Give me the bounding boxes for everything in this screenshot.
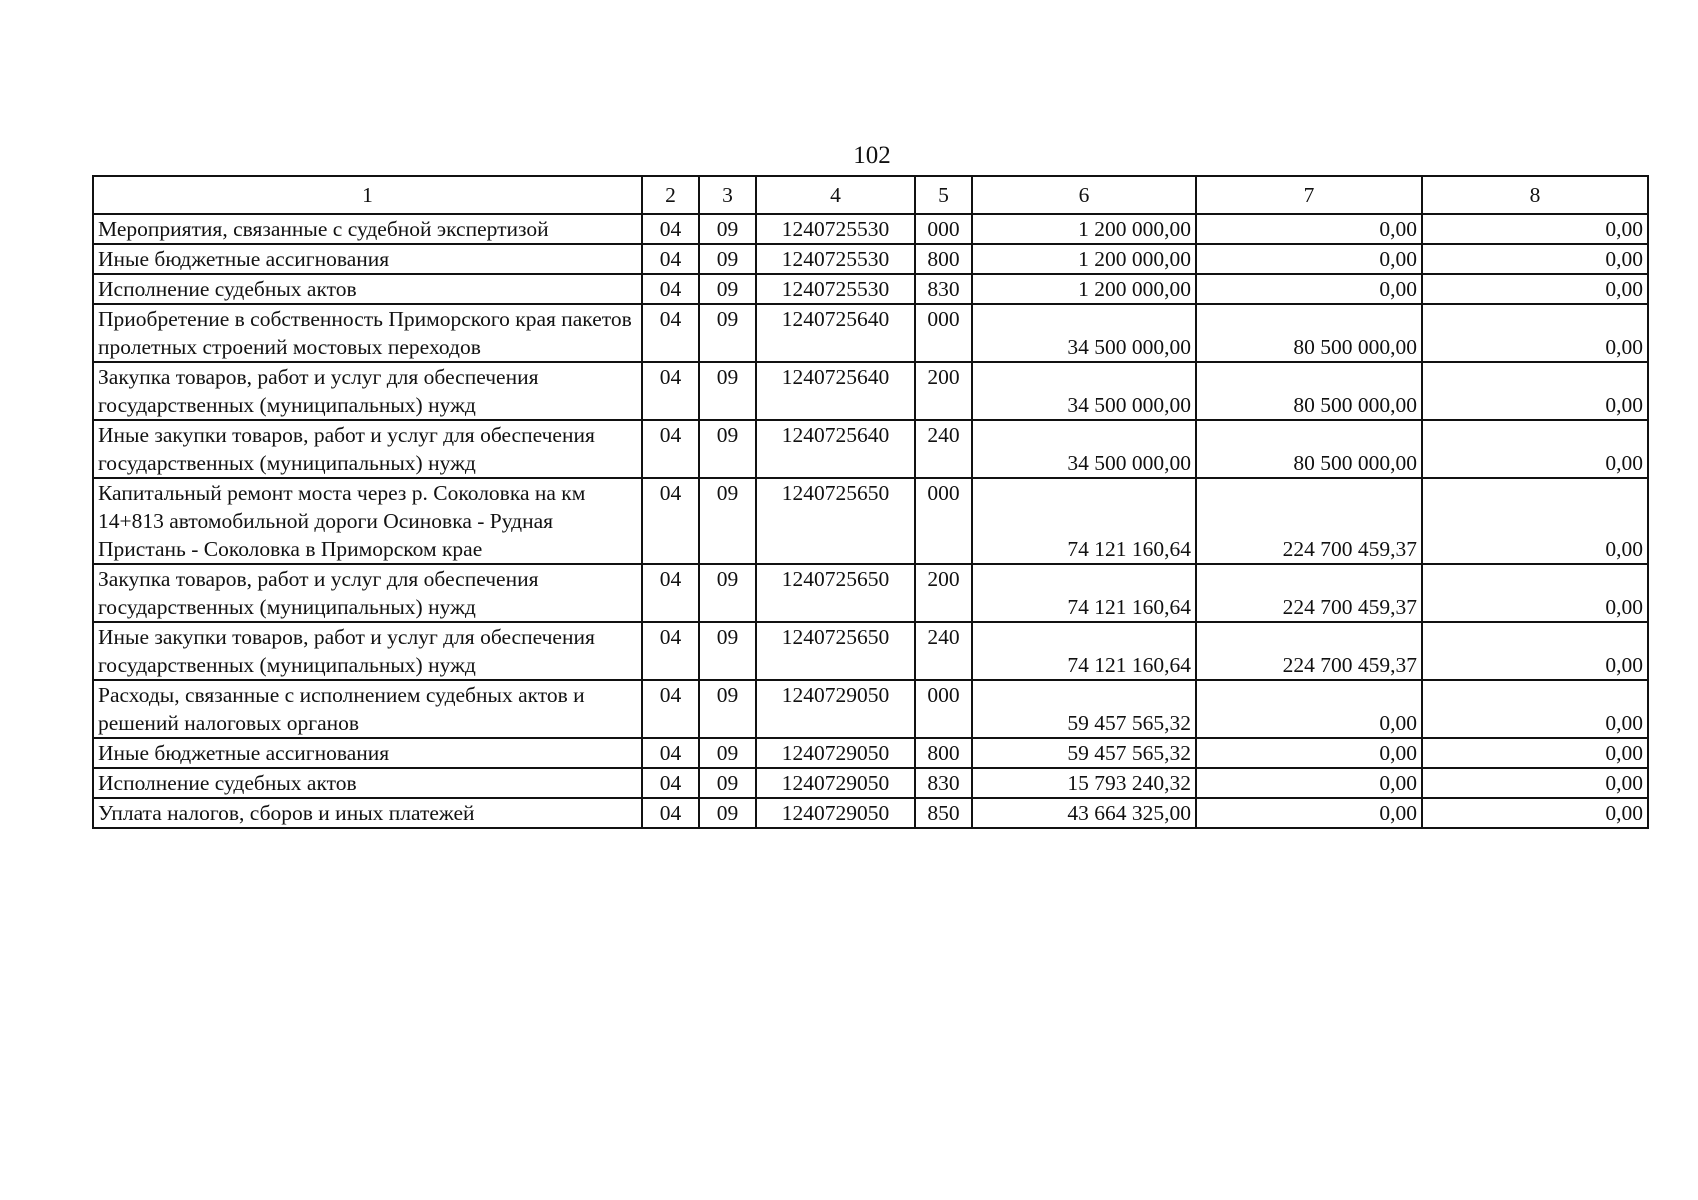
subsection-code-cell: 09 xyxy=(699,420,756,478)
amount-col7-cell: 224 700 459,37 xyxy=(1196,622,1422,680)
table-row xyxy=(93,478,1648,564)
amount-col6-cell: 74 121 160,64 xyxy=(972,564,1196,622)
target-article-cell: 1240725640 xyxy=(756,420,915,478)
row-name-cell: Закупка товаров, работ и услуг для обеспечения государственных (муниципальных) нужд xyxy=(93,362,642,420)
row-name-cell: Расходы, связанные с исполнением судебных актов и решений налоговых органов xyxy=(93,680,642,738)
expense-type-cell: 000 xyxy=(915,214,972,244)
row-name-cell: Мероприятия, связанные с судебной экспертизой xyxy=(93,214,642,244)
section-code-cell: 04 xyxy=(642,738,699,768)
column-header: 4 xyxy=(756,176,915,214)
expense-type-cell: 830 xyxy=(915,274,972,304)
subsection-code-cell: 09 xyxy=(699,680,756,738)
table-row xyxy=(93,214,1648,244)
expense-type-cell: 200 xyxy=(915,362,972,420)
amount-col7-cell: 80 500 000,00 xyxy=(1196,420,1422,478)
subsection-code-cell: 09 xyxy=(699,564,756,622)
table-row xyxy=(93,564,1648,622)
target-article-cell: 1240725530 xyxy=(756,214,915,244)
subsection-code-cell: 09 xyxy=(699,798,756,828)
expense-type-cell: 000 xyxy=(915,680,972,738)
column-header: 2 xyxy=(642,176,699,214)
amount-col8-cell: 0,00 xyxy=(1422,564,1648,622)
section-code-cell: 04 xyxy=(642,420,699,478)
table-row xyxy=(93,244,1648,274)
amount-col6-cell: 1 200 000,00 xyxy=(972,244,1196,274)
amount-col8-cell: 0,00 xyxy=(1422,680,1648,738)
table-row xyxy=(93,768,1648,798)
table-row xyxy=(93,420,1648,478)
table-row xyxy=(93,304,1648,362)
amount-col8-cell: 0,00 xyxy=(1422,622,1648,680)
table-row xyxy=(93,680,1648,738)
target-article-cell: 1240729050 xyxy=(756,798,915,828)
row-name-cell: Исполнение судебных актов xyxy=(93,274,642,304)
row-name-cell: Исполнение судебных актов xyxy=(93,768,642,798)
target-article-cell: 1240725650 xyxy=(756,564,915,622)
amount-col7-cell: 0,00 xyxy=(1196,738,1422,768)
column-header: 1 xyxy=(93,176,642,214)
section-code-cell: 04 xyxy=(642,680,699,738)
amount-col6-cell: 15 793 240,32 xyxy=(972,768,1196,798)
amount-col8-cell: 0,00 xyxy=(1422,362,1648,420)
row-name-cell: Капитальный ремонт моста через р. Соколовка на км 14+813 автомобильной дороги Осиновка - Рудная Пристань - Соколовка в Приморском крае xyxy=(93,478,642,564)
row-name-cell: Иные бюджетные ассигнования xyxy=(93,738,642,768)
amount-col8-cell: 0,00 xyxy=(1422,214,1648,244)
amount-col7-cell: 0,00 xyxy=(1196,768,1422,798)
section-code-cell: 04 xyxy=(642,304,699,362)
subsection-code-cell: 09 xyxy=(699,478,756,564)
column-header: 7 xyxy=(1196,176,1422,214)
section-code-cell: 04 xyxy=(642,622,699,680)
row-name-cell: Приобретение в собственность Приморского края пакетов пролетных строений мостовых переходов xyxy=(93,304,642,362)
row-name-cell: Иные закупки товаров, работ и услуг для обеспечения государственных (муниципальных) нужд xyxy=(93,622,642,680)
amount-col7-cell: 0,00 xyxy=(1196,244,1422,274)
row-name-cell: Уплата налогов, сборов и иных платежей xyxy=(93,798,642,828)
amount-col8-cell: 0,00 xyxy=(1422,738,1648,768)
row-name-cell: Иные бюджетные ассигнования xyxy=(93,244,642,274)
subsection-code-cell: 09 xyxy=(699,214,756,244)
subsection-code-cell: 09 xyxy=(699,622,756,680)
expense-type-cell: 240 xyxy=(915,420,972,478)
amount-col7-cell: 0,00 xyxy=(1196,680,1422,738)
table-row xyxy=(93,738,1648,768)
section-code-cell: 04 xyxy=(642,478,699,564)
section-code-cell: 04 xyxy=(642,798,699,828)
column-header: 8 xyxy=(1422,176,1648,214)
amount-col7-cell: 224 700 459,37 xyxy=(1196,564,1422,622)
section-code-cell: 04 xyxy=(642,564,699,622)
amount-col7-cell: 80 500 000,00 xyxy=(1196,362,1422,420)
target-article-cell: 1240729050 xyxy=(756,768,915,798)
table-row xyxy=(93,798,1648,828)
target-article-cell: 1240725640 xyxy=(756,304,915,362)
subsection-code-cell: 09 xyxy=(699,304,756,362)
section-code-cell: 04 xyxy=(642,274,699,304)
column-header: 3 xyxy=(699,176,756,214)
expense-type-cell: 000 xyxy=(915,478,972,564)
expense-type-cell: 800 xyxy=(915,244,972,274)
budget-table xyxy=(92,175,1649,829)
amount-col8-cell: 0,00 xyxy=(1422,798,1648,828)
subsection-code-cell: 09 xyxy=(699,768,756,798)
amount-col7-cell: 0,00 xyxy=(1196,214,1422,244)
amount-col6-cell: 34 500 000,00 xyxy=(972,420,1196,478)
amount-col6-cell: 74 121 160,64 xyxy=(972,622,1196,680)
expense-type-cell: 000 xyxy=(915,304,972,362)
column-header: 6 xyxy=(972,176,1196,214)
amount-col7-cell: 0,00 xyxy=(1196,798,1422,828)
amount-col6-cell: 34 500 000,00 xyxy=(972,362,1196,420)
target-article-cell: 1240729050 xyxy=(756,738,915,768)
row-name-cell: Иные закупки товаров, работ и услуг для обеспечения государственных (муниципальных) нужд xyxy=(93,420,642,478)
amount-col8-cell: 0,00 xyxy=(1422,478,1648,564)
amount-col7-cell: 0,00 xyxy=(1196,274,1422,304)
expense-type-cell: 850 xyxy=(915,798,972,828)
expense-type-cell: 240 xyxy=(915,622,972,680)
expense-type-cell: 800 xyxy=(915,738,972,768)
amount-col7-cell: 224 700 459,37 xyxy=(1196,478,1422,564)
amount-col7-cell: 80 500 000,00 xyxy=(1196,304,1422,362)
amount-col6-cell: 1 200 000,00 xyxy=(972,214,1196,244)
column-header: 5 xyxy=(915,176,972,214)
target-article-cell: 1240725530 xyxy=(756,274,915,304)
amount-col6-cell: 1 200 000,00 xyxy=(972,274,1196,304)
table-row xyxy=(93,622,1648,680)
section-code-cell: 04 xyxy=(642,768,699,798)
amount-col8-cell: 0,00 xyxy=(1422,420,1648,478)
target-article-cell: 1240725530 xyxy=(756,244,915,274)
subsection-code-cell: 09 xyxy=(699,244,756,274)
amount-col6-cell: 43 664 325,00 xyxy=(972,798,1196,828)
table-row xyxy=(93,274,1648,304)
amount-col6-cell: 74 121 160,64 xyxy=(972,478,1196,564)
amount-col8-cell: 0,00 xyxy=(1422,768,1648,798)
target-article-cell: 1240725650 xyxy=(756,622,915,680)
amount-col8-cell: 0,00 xyxy=(1422,304,1648,362)
amount-col6-cell: 59 457 565,32 xyxy=(972,738,1196,768)
target-article-cell: 1240725640 xyxy=(756,362,915,420)
subsection-code-cell: 09 xyxy=(699,362,756,420)
table-body xyxy=(93,214,1648,828)
amount-col6-cell: 34 500 000,00 xyxy=(972,304,1196,362)
subsection-code-cell: 09 xyxy=(699,738,756,768)
amount-col8-cell: 0,00 xyxy=(1422,274,1648,304)
amount-col6-cell: 59 457 565,32 xyxy=(972,680,1196,738)
page-number: 102 xyxy=(853,142,891,169)
table-row xyxy=(93,362,1648,420)
subsection-code-cell: 09 xyxy=(699,274,756,304)
section-code-cell: 04 xyxy=(642,214,699,244)
amount-col8-cell: 0,00 xyxy=(1422,244,1648,274)
row-name-cell: Закупка товаров, работ и услуг для обеспечения государственных (муниципальных) нужд xyxy=(93,564,642,622)
expense-type-cell: 200 xyxy=(915,564,972,622)
target-article-cell: 1240729050 xyxy=(756,680,915,738)
header-row xyxy=(93,176,1648,214)
target-article-cell: 1240725650 xyxy=(756,478,915,564)
section-code-cell: 04 xyxy=(642,362,699,420)
expense-type-cell: 830 xyxy=(915,768,972,798)
section-code-cell: 04 xyxy=(642,244,699,274)
